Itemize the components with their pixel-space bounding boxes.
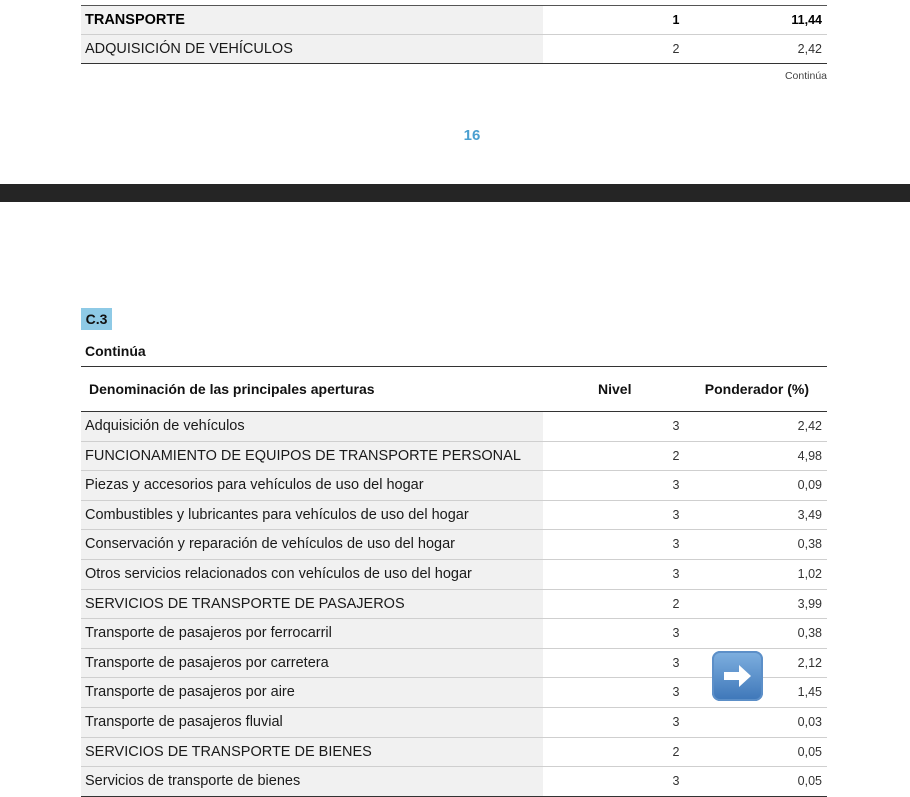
row-name: Transporte de pasajeros por ferrocarril [81,619,543,648]
table-row [81,35,827,63]
table-row [81,412,827,442]
table-row [81,6,827,35]
row-name: Transporte de pasajeros fluvial [81,708,543,737]
row-weight: 0,05 [797,744,822,759]
row-weight: 3,99 [797,596,822,611]
table-row [81,738,827,768]
row-weight: 2,42 [797,419,822,433]
row-name: Transporte de pasajeros por carretera [81,649,543,678]
row-weight: 0,03 [797,714,822,729]
row-level: 3 [672,626,680,641]
row-name: FUNCIONAMIENTO DE EQUIPOS DE TRANSPORTE PERSONAL [81,442,543,471]
table-row [81,530,827,560]
row-weight: 3,49 [797,507,822,522]
row-level: 3 [672,537,680,552]
header-name: Denominación de las principales aperturas [89,381,375,397]
continues-label: Continúa [85,343,146,359]
row-weight: 4,98 [797,448,822,463]
table-row [81,708,827,738]
row-weight: 2,42 [797,42,822,56]
row-weight: 0,38 [797,537,822,552]
table-row [81,560,827,590]
row-level: 3 [672,774,680,789]
row-level: 2 [672,448,680,463]
row-level: 2 [672,42,680,56]
table-row [81,767,827,796]
row-weight: 0,05 [797,774,822,789]
row-level: 2 [672,596,680,611]
row-name: Otros servicios relacionados con vehículos de uso del hogar [81,560,543,589]
row-level: 3 [672,566,680,581]
row-name: SERVICIOS DE TRANSPORTE DE BIENES [81,738,543,767]
row-name: Servicios de transporte de bienes [81,767,543,796]
row-weight: 1,02 [797,566,822,581]
row-weight: 11,44 [791,13,822,27]
row-name: Adquisición de vehículos [81,412,543,441]
row-level: 3 [672,655,680,670]
page-separator [0,184,910,202]
weights-table [81,366,827,797]
row-level: 3 [672,685,680,700]
row-level: 3 [672,714,680,729]
table-row [81,442,827,472]
previous-page-table [81,5,827,64]
row-weight: 2,12 [797,655,822,670]
row-name: ADQUISICIÓN DE VEHÍCULOS [81,35,543,63]
row-name: TRANSPORTE [81,6,543,34]
table-row [81,590,827,620]
row-weight: 0,38 [797,626,822,641]
row-level: 1 [672,13,680,27]
header-weight: Ponderador (%) [704,381,809,397]
page-number: 16 [463,127,481,144]
header-level: Nivel [598,381,632,397]
table-row [81,471,827,501]
row-level: 3 [672,507,680,522]
row-level: 3 [672,478,680,493]
row-level: 2 [672,744,680,759]
table-row [81,501,827,531]
row-weight: 1,45 [797,685,822,700]
right-arrow-icon[interactable] [712,651,763,701]
table-header [81,367,827,412]
section-tag: C.3 [81,308,112,330]
row-name: Combustibles y lubricantes para vehículos de uso del hogar [81,501,543,530]
row-name: Transporte de pasajeros por aire [81,678,543,707]
row-weight: 0,09 [797,478,822,493]
row-level: 3 [672,419,680,433]
row-name: SERVICIOS DE TRANSPORTE DE PASAJEROS [81,590,543,619]
table-row [81,619,827,649]
row-name: Conservación y reparación de vehículos de uso del hogar [81,530,543,559]
continues-note: Continúa [784,70,827,82]
row-name: Piezas y accesorios para vehículos de uso del hogar [81,471,543,500]
